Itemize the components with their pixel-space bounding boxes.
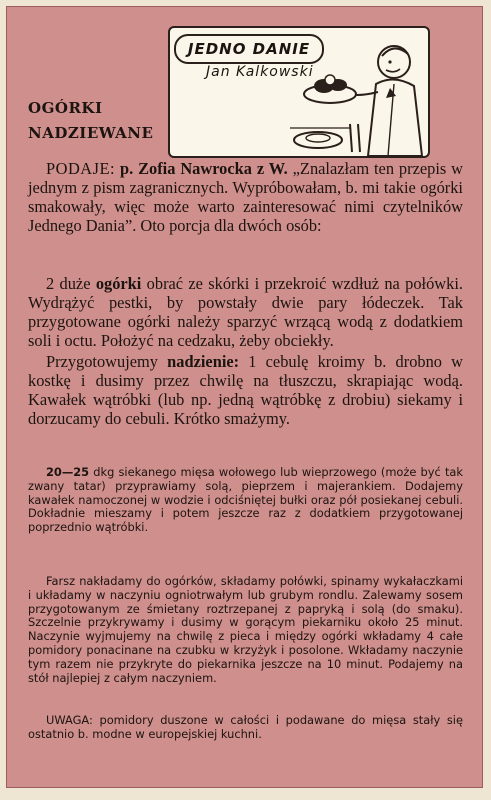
step-2-text: 1 cebulę kroimy b. drobno w kostkę i dusimy przez chwilę na tłuszczu, skrapiając wodą. Kawałek wątróbki (lub np. jedną wątróbkę z drobiu) siekamy i dorzucamy do cebuli. Krótko smażymy.: [28, 352, 464, 428]
step-3-paragraph: [28, 466, 463, 535]
step-1-bold: ogórki: [95, 274, 142, 293]
step-2-paragraph: [28, 353, 463, 429]
recipe-title-line-2: NADZIEWANE: [28, 124, 154, 142]
recipe-title-line-1: OGÓRKI: [28, 99, 103, 117]
step-2-bold: nadzienie:: [167, 352, 240, 371]
step-4-paragraph: Farsz nakładamy do ogórków, składamy połówki, spinamy wykałaczkami i układamy w naczyniu ogniotrwałym lub grubym rondlu. Zalewamy sosem przygotowanym ze śmietany roztrzepanej z papryką i solą (do smaku). Szczelnie przykrywamy i dusimy w gorącym piekarniku około 25 minut. Naczynie wyjmujemy na chwilę z pieca i między ogórki wkładamy 4 całe pomidory ponacinane na czubku w krzyżyk i posolone. Wkładamy naczynie tym razem nie przykryte do piekarnika jeszcze na 10 minut. Podajemy na stół najlepiej z całym naczyniem.: [28, 574, 463, 685]
column-name-banner: JEDNO DANIE: [174, 34, 324, 64]
intro-paragraph: [28, 160, 463, 236]
column-author: Jan Kalkowski: [206, 64, 314, 80]
step-1-prefix: 2 duże: [46, 274, 96, 293]
chef-illustration-icon: [290, 28, 430, 158]
recipe-title: [28, 96, 178, 146]
intro-text: „Znalazłam ten przepis w jednym z pism zagranicznych. Wypróbowałam, b. mi takie ogórki smakowały, więc może warto zainteresować nimi czytelników Jednego Dania”. Oto porcja dla dwóch osób:: [28, 159, 463, 235]
step-3-bold: 20—25: [46, 465, 90, 479]
step-2-prefix: Przygotowujemy: [46, 352, 168, 371]
note-label: UWAGA:: [46, 713, 93, 727]
intro-person: p. Zofia Nawrocka z W.: [119, 159, 288, 178]
step-1-paragraph: [28, 275, 463, 351]
step-1-text: obrać ze skórki i przekroić wzdłuż na połówki. Wydrążyć pestki, by powstały dwie pary łódeczek. Tak przygotowane ogórki należy sparzyć wrzącą wodą z dodatkiem soli i octu. Położyć na cedzaku, żeby obciekły.: [28, 274, 463, 350]
step-3-text: dkg siekanego mięsa wołowego lub wieprzowego (może być tak zwany tatar) przyprawiamy solą, pieprzem i majerankiem. Dodajemy kawałek namoczonej w wodzie i odciśniętej bułki oraz pół posiekanej cebuli. Dokładnie mieszamy i potem jeszcze raz z dodatkiem przygotowanej poprzednio wątróbki.: [28, 465, 463, 535]
column-header-illustration: [168, 26, 430, 158]
intro-label: PODAJE:: [46, 159, 116, 178]
note-text: pomidory duszone w całości i podawane do mięsa stały się ostatnio b. modne w europejskiej kuchni.: [28, 713, 463, 741]
note-paragraph: [28, 714, 463, 742]
